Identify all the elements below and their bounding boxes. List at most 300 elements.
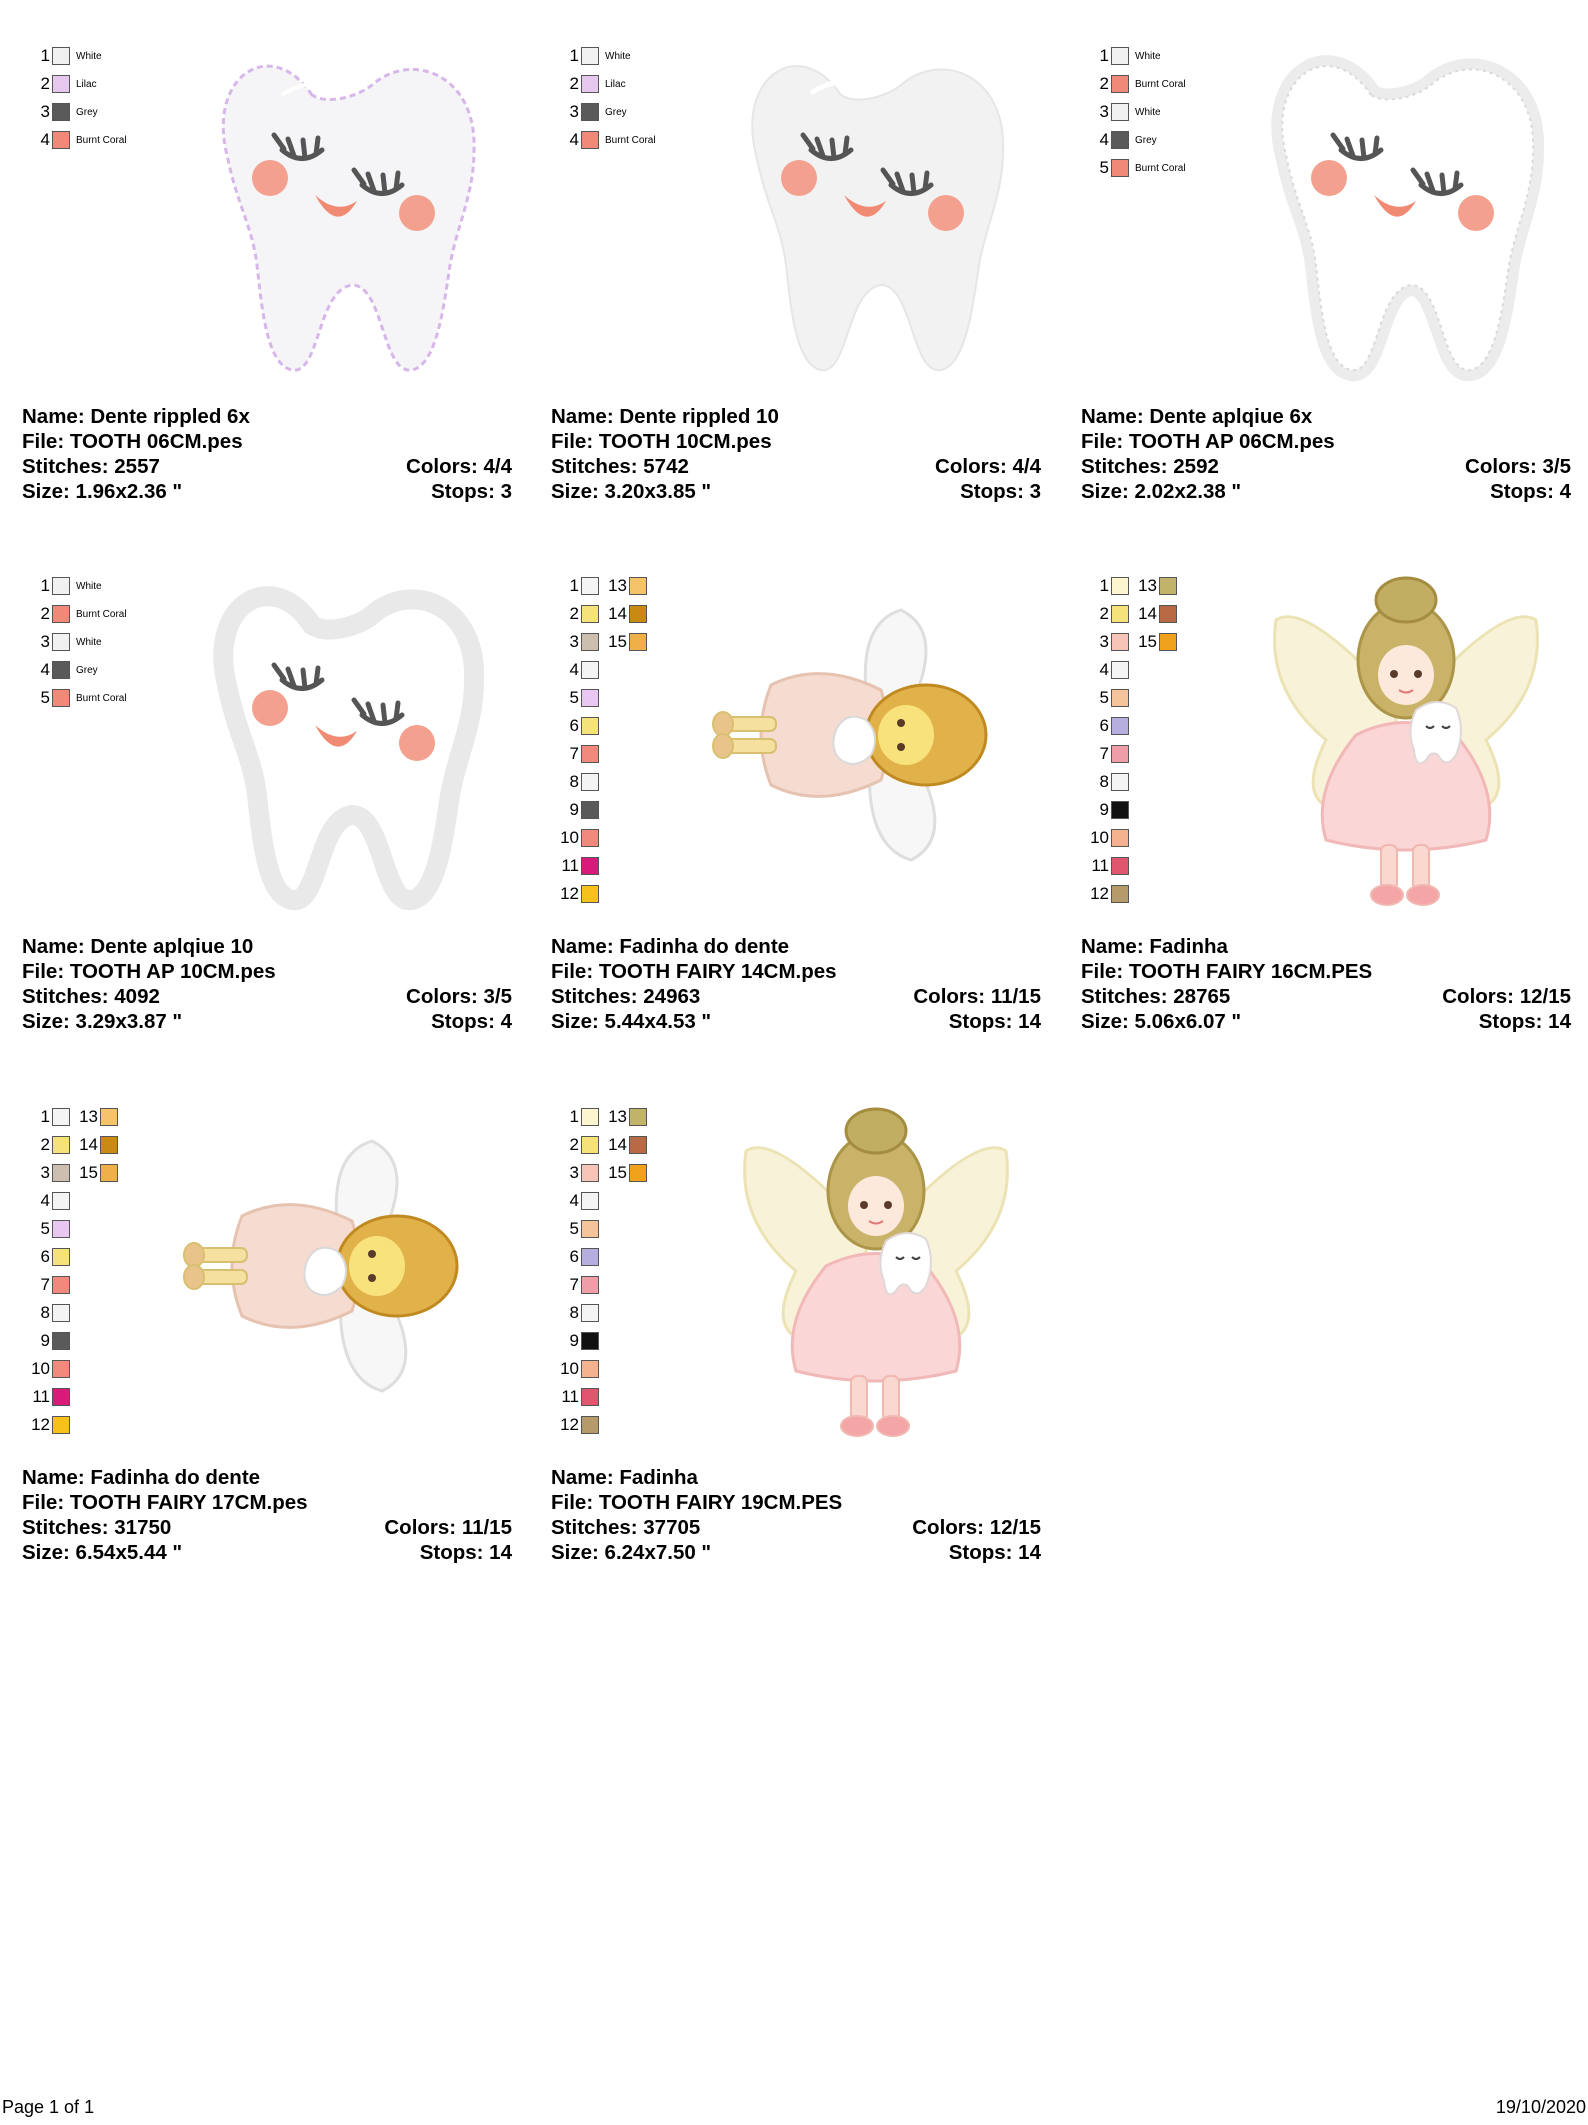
thread-color-row	[22, 1301, 70, 1325]
color-number: 15	[79, 1163, 98, 1182]
design-info	[551, 1465, 1041, 1565]
stitches-colors-row	[551, 1515, 1041, 1540]
color-number: 11	[32, 1387, 50, 1406]
design-preview	[1266, 570, 1546, 920]
color-name: White	[605, 50, 631, 62]
color-name: Grey	[1135, 134, 1157, 146]
right-cheek	[928, 195, 964, 231]
color-count: Colors: 11/15	[913, 985, 1041, 1008]
design-card	[22, 1091, 512, 1591]
color-number: 7	[569, 1275, 579, 1294]
color-swatch	[629, 1136, 647, 1154]
color-swatch	[581, 1276, 599, 1294]
color-number: 15	[608, 1163, 627, 1182]
design-size: Size: 3.20x3.85 "	[551, 480, 712, 503]
fairy-legs	[1371, 845, 1439, 905]
color-swatch	[581, 1220, 599, 1238]
thread-color-row	[551, 574, 647, 598]
left-cheek	[252, 160, 288, 196]
color-swatch	[1111, 103, 1129, 121]
color-number: 5	[569, 1219, 579, 1238]
color-swatch	[52, 1192, 70, 1210]
color-number: 9	[40, 1331, 50, 1350]
size-stops-row	[551, 1540, 1041, 1565]
color-number: 4	[1099, 660, 1109, 679]
color-number: 15	[608, 632, 627, 651]
design-size: Size: 5.44x4.53 "	[551, 1010, 712, 1033]
stitch-count: Stitches: 5742	[551, 455, 689, 478]
thread-color-row	[551, 770, 599, 794]
color-swatch	[581, 829, 599, 847]
color-name: Burnt Coral	[605, 134, 656, 146]
small-tooth-icon	[833, 717, 875, 764]
color-swatch	[1111, 829, 1129, 847]
design-size: Size: 3.29x3.87 "	[22, 1010, 183, 1033]
design-name: Name: Dente aplqiue 10	[22, 935, 254, 958]
stop-count: Stops: 14	[419, 1541, 512, 1564]
design-info	[1081, 934, 1571, 1034]
design-file: File: TOOTH 06CM.pes	[22, 430, 243, 453]
fairy-face	[1378, 645, 1434, 705]
small-tooth-icon	[1410, 702, 1461, 763]
color-name: Burnt Coral	[76, 608, 127, 620]
thread-color-row	[1081, 770, 1129, 794]
color-swatch	[1111, 717, 1129, 735]
color-swatch	[581, 1388, 599, 1406]
color-swatch	[1111, 857, 1129, 875]
color-swatch	[581, 1416, 599, 1434]
stop-count: Stops: 4	[431, 1010, 512, 1033]
color-name: Burnt Coral	[1135, 78, 1186, 90]
design-card	[1081, 30, 1571, 530]
thread-color-row	[22, 72, 97, 96]
color-name: Burnt Coral	[76, 692, 127, 704]
thread-color-row	[1081, 44, 1161, 68]
design-size: Size: 2.02x2.38 "	[1081, 480, 1242, 503]
thread-color-row	[551, 882, 599, 906]
thread-color-row	[22, 1133, 118, 1157]
color-swatch	[629, 1108, 647, 1126]
color-name: Burnt Coral	[1135, 162, 1186, 174]
small-tooth-icon	[304, 1248, 346, 1295]
color-swatch	[629, 633, 647, 651]
design-preview	[1251, 30, 1551, 395]
color-number: 7	[40, 1275, 50, 1294]
thread-color-row	[22, 686, 127, 710]
color-swatch	[52, 1416, 70, 1434]
color-number: 15	[1138, 632, 1157, 651]
thread-color-row	[551, 658, 599, 682]
color-name: Grey	[76, 664, 98, 676]
color-swatch	[581, 1108, 599, 1126]
color-number: 3	[40, 102, 50, 121]
color-number: 13	[608, 1107, 627, 1126]
color-swatch	[52, 47, 70, 65]
color-count: Colors: 12/15	[912, 1516, 1041, 1539]
thread-color-row	[551, 1329, 599, 1353]
color-swatch	[581, 47, 599, 65]
stitch-count: Stitches: 2557	[22, 455, 160, 478]
color-number: 1	[1099, 576, 1109, 595]
thread-color-row	[1081, 72, 1186, 96]
design-card	[551, 560, 1041, 1060]
left-cheek	[252, 690, 288, 726]
design-name: Name: Dente aplqiue 6x	[1081, 405, 1313, 428]
left-cheek	[781, 160, 817, 196]
color-number: 5	[569, 688, 579, 707]
color-number: 1	[569, 46, 579, 65]
design-info	[22, 1465, 512, 1565]
color-swatch	[581, 885, 599, 903]
color-name: Lilac	[76, 78, 97, 90]
thread-color-row	[551, 1161, 647, 1185]
color-count: Colors: 11/15	[384, 1516, 512, 1539]
stitch-count: Stitches: 31750	[22, 1516, 172, 1539]
thread-color-row	[1081, 128, 1157, 152]
color-name: White	[1135, 50, 1161, 62]
design-file: File: TOOTH FAIRY 17CM.pes	[22, 1491, 308, 1514]
fairy-bun	[846, 1109, 906, 1153]
color-swatch	[1111, 661, 1129, 679]
size-stops-row	[1081, 479, 1571, 504]
color-swatch	[581, 75, 599, 93]
color-number: 4	[569, 130, 579, 149]
color-number: 6	[40, 1247, 50, 1266]
color-count: Colors: 3/5	[406, 985, 512, 1008]
color-swatch	[581, 1304, 599, 1322]
color-number: 1	[40, 1107, 50, 1126]
color-swatch	[1111, 885, 1129, 903]
color-name: Grey	[76, 106, 98, 118]
right-cheek	[1458, 195, 1494, 231]
stitches-colors-row	[1081, 454, 1571, 479]
color-swatch	[581, 801, 599, 819]
color-swatch	[581, 103, 599, 121]
color-number: 11	[561, 856, 579, 875]
stop-count: Stops: 14	[1478, 1010, 1571, 1033]
stitch-count: Stitches: 37705	[551, 1516, 701, 1539]
size-stops-row	[551, 479, 1041, 504]
color-swatch	[52, 577, 70, 595]
color-swatch	[1111, 801, 1129, 819]
fairy-face	[349, 1236, 405, 1296]
design-card	[22, 560, 512, 1060]
right-cheek	[399, 195, 435, 231]
design-name: Name: Fadinha do dente	[551, 935, 790, 958]
color-swatch	[1111, 605, 1129, 623]
design-preview	[721, 30, 1021, 395]
stitch-count: Stitches: 4092	[22, 985, 160, 1008]
color-number: 1	[40, 46, 50, 65]
thread-color-row	[551, 826, 599, 850]
color-swatch	[581, 745, 599, 763]
color-number: 2	[40, 1135, 50, 1154]
color-number: 12	[560, 884, 579, 903]
stitches-colors-row	[22, 984, 512, 1009]
color-swatch	[52, 1108, 70, 1126]
color-name: White	[76, 636, 102, 648]
color-swatch	[52, 1388, 70, 1406]
color-swatch	[100, 1108, 118, 1126]
color-number: 10	[560, 1359, 579, 1378]
color-number: 7	[569, 744, 579, 763]
thread-color-row	[551, 1357, 599, 1381]
color-swatch	[1111, 75, 1129, 93]
thread-color-row	[1081, 686, 1129, 710]
stitch-count: Stitches: 28765	[1081, 985, 1231, 1008]
color-name: Lilac	[605, 78, 626, 90]
color-number: 13	[608, 576, 627, 595]
thread-color-row	[551, 1301, 599, 1325]
color-swatch	[581, 1332, 599, 1350]
tooth-fairy-illustration	[1266, 570, 1546, 915]
thread-color-row	[551, 1217, 599, 1241]
tooth-fairy-illustration	[736, 1101, 1016, 1446]
color-count: Colors: 12/15	[1442, 985, 1571, 1008]
print-date: 19/10/2020	[1495, 2097, 1586, 2117]
color-number: 2	[569, 604, 579, 623]
thread-color-row	[551, 1245, 599, 1269]
color-number: 6	[569, 1247, 579, 1266]
design-size: Size: 5.06x6.07 "	[1081, 1010, 1242, 1033]
design-file: File: TOOTH 10CM.pes	[551, 430, 772, 453]
thread-color-row	[22, 100, 98, 124]
color-number: 14	[608, 604, 627, 623]
stop-count: Stops: 14	[948, 1541, 1041, 1564]
color-number: 1	[569, 1107, 579, 1126]
thread-color-row	[551, 1413, 599, 1437]
color-number: 3	[40, 1163, 50, 1182]
color-number: 2	[1099, 604, 1109, 623]
stitch-count: Stitches: 24963	[551, 985, 701, 1008]
color-number: 14	[1138, 604, 1157, 623]
thread-color-row	[1081, 882, 1129, 906]
fairy-face	[878, 705, 934, 765]
thread-color-row	[551, 854, 599, 878]
color-swatch	[52, 1304, 70, 1322]
design-card	[551, 1091, 1041, 1591]
thread-color-row	[1081, 798, 1129, 822]
thread-color-row	[551, 630, 647, 654]
fairy-legs	[841, 1376, 909, 1436]
color-number: 9	[569, 800, 579, 819]
color-swatch	[581, 605, 599, 623]
stitches-colors-row	[551, 454, 1041, 479]
thread-color-row	[551, 1385, 599, 1409]
stitches-colors-row	[22, 454, 512, 479]
thread-color-row	[1081, 854, 1129, 878]
thread-color-row	[22, 574, 102, 598]
color-number: 7	[1099, 744, 1109, 763]
color-swatch	[52, 1248, 70, 1266]
design-name: Name: Dente rippled 10	[551, 405, 779, 428]
color-swatch	[581, 717, 599, 735]
color-swatch	[1111, 773, 1129, 791]
thread-color-row	[22, 128, 127, 152]
color-swatch	[581, 689, 599, 707]
color-number: 12	[560, 1415, 579, 1434]
fairy-face	[848, 1176, 904, 1236]
thread-color-row	[551, 686, 599, 710]
color-swatch	[581, 1248, 599, 1266]
color-number: 2	[40, 74, 50, 93]
page-indicator: Page 1 of 1	[2, 2097, 95, 2117]
thread-color-row	[551, 1273, 599, 1297]
design-file: File: TOOTH FAIRY 16CM.PES	[1081, 960, 1373, 983]
stop-count: Stops: 14	[948, 1010, 1041, 1033]
design-name: Name: Fadinha	[551, 1466, 698, 1489]
color-swatch	[581, 131, 599, 149]
thread-color-row	[22, 1329, 70, 1353]
thread-color-row	[22, 1273, 70, 1297]
size-stops-row	[22, 479, 512, 504]
left-cheek	[1311, 160, 1347, 196]
color-number: 8	[40, 1303, 50, 1322]
tooth-illustration	[192, 560, 492, 920]
fairy-bun	[1376, 578, 1436, 622]
thread-color-row	[1081, 826, 1129, 850]
design-name: Name: Dente rippled 6x	[22, 405, 250, 428]
color-number: 5	[1099, 158, 1109, 177]
color-swatch	[581, 857, 599, 875]
color-number: 13	[79, 1107, 98, 1126]
size-stops-row	[22, 1009, 512, 1034]
color-number: 4	[1099, 130, 1109, 149]
color-swatch	[581, 633, 599, 651]
color-number: 3	[569, 632, 579, 651]
tooth-illustration	[1251, 30, 1551, 390]
color-number: 9	[1099, 800, 1109, 819]
stop-count: Stops: 3	[431, 480, 512, 503]
design-name: Name: Fadinha do dente	[22, 1466, 261, 1489]
color-number: 8	[569, 1303, 579, 1322]
color-swatch	[52, 75, 70, 93]
stop-count: Stops: 3	[960, 480, 1041, 503]
tooth-fairy-illustration	[711, 605, 1011, 865]
color-number: 4	[569, 660, 579, 679]
color-swatch	[581, 577, 599, 595]
color-number: 5	[40, 688, 50, 707]
color-name: White	[1135, 106, 1161, 118]
color-name: Burnt Coral	[76, 134, 127, 146]
thread-color-row	[551, 742, 599, 766]
color-number: 14	[79, 1135, 98, 1154]
stitch-count: Stitches: 2592	[1081, 455, 1219, 478]
color-swatch	[52, 1276, 70, 1294]
stitches-colors-row	[22, 1515, 512, 1540]
color-number: 13	[1138, 576, 1157, 595]
color-name: White	[76, 50, 102, 62]
color-swatch	[1159, 577, 1177, 595]
thread-color-row	[22, 1245, 70, 1269]
color-swatch	[581, 1192, 599, 1210]
color-number: 4	[569, 1191, 579, 1210]
color-swatch	[52, 689, 70, 707]
color-number: 3	[40, 632, 50, 651]
thread-color-row	[551, 1105, 647, 1129]
color-swatch	[629, 605, 647, 623]
stop-count: Stops: 4	[1490, 480, 1571, 503]
color-swatch	[100, 1136, 118, 1154]
thread-color-row	[22, 630, 102, 654]
design-info	[22, 404, 512, 504]
thread-color-row	[551, 714, 599, 738]
color-number: 1	[569, 576, 579, 595]
stitches-colors-row	[551, 984, 1041, 1009]
color-count: Colors: 4/4	[935, 455, 1041, 478]
color-number: 10	[1090, 828, 1109, 847]
color-number: 10	[31, 1359, 50, 1378]
design-info	[22, 934, 512, 1034]
color-count: Colors: 4/4	[406, 455, 512, 478]
color-swatch	[629, 1164, 647, 1182]
thread-color-row	[551, 798, 599, 822]
color-number: 3	[569, 1163, 579, 1182]
thread-color-row	[551, 44, 631, 68]
color-number: 3	[1099, 102, 1109, 121]
color-swatch	[52, 1164, 70, 1182]
thread-color-row	[22, 1161, 118, 1185]
right-cheek	[399, 725, 435, 761]
stitches-colors-row	[1081, 984, 1571, 1009]
thread-color-row	[22, 602, 127, 626]
design-name: Name: Fadinha	[1081, 935, 1228, 958]
color-swatch	[52, 103, 70, 121]
color-number: 3	[1099, 632, 1109, 651]
design-info	[551, 404, 1041, 504]
size-stops-row	[551, 1009, 1041, 1034]
color-number: 11	[561, 1387, 579, 1406]
color-swatch	[581, 773, 599, 791]
color-swatch	[1111, 633, 1129, 651]
color-count: Colors: 3/5	[1465, 455, 1571, 478]
color-number: 8	[1099, 772, 1109, 791]
design-file: File: TOOTH AP 06CM.pes	[1081, 430, 1335, 453]
color-swatch	[52, 1136, 70, 1154]
design-card	[551, 30, 1041, 530]
thread-color-row	[1081, 100, 1161, 124]
thread-color-row	[551, 100, 627, 124]
thread-color-row	[551, 72, 626, 96]
design-preview	[736, 1101, 1016, 1451]
thread-color-row	[551, 1133, 647, 1157]
color-swatch	[1159, 605, 1177, 623]
thread-color-row	[22, 1217, 70, 1241]
color-number: 3	[569, 102, 579, 121]
thread-color-row	[1081, 630, 1177, 654]
color-swatch	[1111, 159, 1129, 177]
thread-color-row	[1081, 602, 1177, 626]
thread-color-row	[551, 1189, 599, 1213]
thread-color-row	[1081, 156, 1186, 180]
design-preview	[192, 30, 492, 395]
tooth-illustration	[721, 30, 1021, 390]
color-swatch	[629, 577, 647, 595]
color-number: 4	[40, 660, 50, 679]
color-number: 8	[569, 772, 579, 791]
small-tooth-icon	[880, 1233, 931, 1294]
color-name: Grey	[605, 106, 627, 118]
color-swatch	[52, 1220, 70, 1238]
color-number: 2	[569, 1135, 579, 1154]
color-name: White	[76, 580, 102, 592]
thread-color-row	[1081, 714, 1129, 738]
color-swatch	[1111, 745, 1129, 763]
color-swatch	[52, 661, 70, 679]
color-swatch	[52, 1332, 70, 1350]
design-card	[1081, 560, 1571, 1060]
design-info	[1081, 404, 1571, 504]
